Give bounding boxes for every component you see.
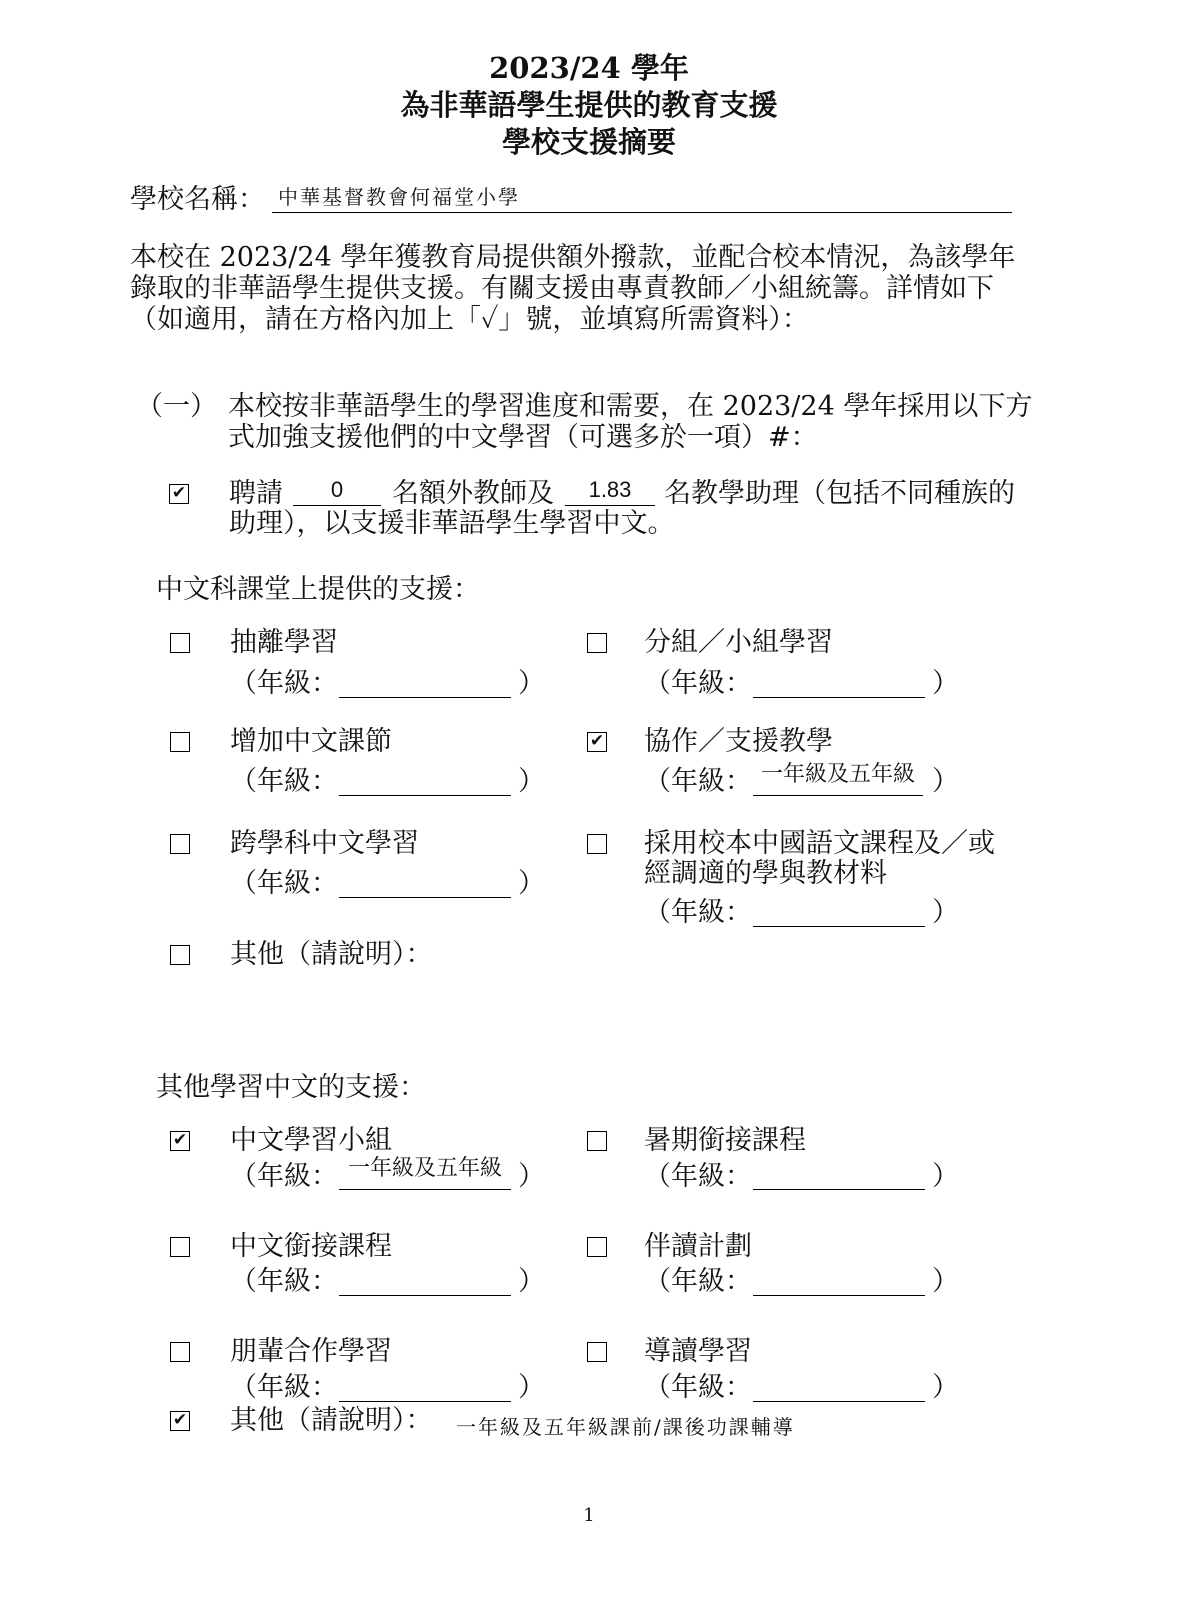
pullout-label: 抽離學習 <box>230 627 338 658</box>
grade-close: ） <box>518 1266 545 1297</box>
grade-label: （年級： <box>230 868 338 899</box>
assistants-count-field[interactable] <box>565 477 655 506</box>
school-based-curriculum-label-2: 經調適的學與教材料 <box>644 858 887 889</box>
pullout-grade-field[interactable] <box>339 668 511 698</box>
group-learning-grade-field[interactable] <box>753 668 925 698</box>
guided-reading-checkbox[interactable] <box>587 1342 607 1362</box>
grade-close: ） <box>518 668 545 699</box>
chinese-bridging-checkbox[interactable] <box>170 1237 190 1257</box>
summer-bridging-grade-field[interactable] <box>753 1160 925 1190</box>
group-learning-label: 分組／小組學習 <box>644 627 833 658</box>
other-support-heading: 其他學習中文的支援： <box>156 1072 426 1103</box>
grade-label: （年級： <box>230 1161 338 1192</box>
staff-post-text: 名教學助理（包括不同種族的 <box>664 478 1015 509</box>
section-number: （一） <box>136 391 217 422</box>
section-1-line-1: 本校按非華語學生的學習進度和需要，在 2023/24 學年採用以下方 <box>228 391 1033 422</box>
teachers-count-field[interactable] <box>293 477 381 506</box>
cross-curricular-checkbox[interactable] <box>170 834 190 854</box>
extra-lessons-label: 增加中文課節 <box>230 726 392 757</box>
grade-close: ） <box>518 1161 545 1192</box>
grade-label: （年級： <box>230 766 338 797</box>
guided-reading-label: 導讀學習 <box>644 1336 752 1367</box>
document-title: 為非華語學生提供的教育支援 <box>400 88 778 122</box>
staff-pre-text: 聘請 <box>229 478 283 509</box>
other-support-other-label: 其他（請說明）： <box>230 1405 433 1436</box>
intro-line-1: 本校在 2023/24 學年獲教育局提供額外撥款，並配合校本情況，為該學年 <box>130 242 1016 273</box>
chinese-study-group-checkbox[interactable]: ✔ <box>170 1131 190 1151</box>
guided-reading-grade-field[interactable] <box>753 1372 925 1402</box>
other-support-other-checkbox[interactable]: ✔ <box>170 1411 190 1431</box>
section-1-line-2: 式加強支援他們的中文學習（可選多於一項）#： <box>228 422 818 453</box>
grade-close: ） <box>932 897 959 928</box>
peer-learning-label: 朋輩合作學習 <box>230 1336 392 1367</box>
grade-label: （年級： <box>644 1372 752 1403</box>
grade-label: （年級： <box>644 766 752 797</box>
peer-learning-grade-field[interactable] <box>339 1372 511 1402</box>
peer-learning-checkbox[interactable] <box>170 1342 190 1362</box>
chinese-bridging-grade-field[interactable] <box>339 1266 511 1296</box>
summer-bridging-label: 暑期銜接課程 <box>644 1125 806 1156</box>
classroom-support-heading: 中文科課堂上提供的支援： <box>156 574 480 605</box>
classroom-other-label: 其他（請說明）： <box>230 939 433 970</box>
reading-companion-label: 伴讀計劃 <box>644 1231 752 1262</box>
classroom-other-checkbox[interactable] <box>170 945 190 965</box>
grade-label: （年級： <box>230 1266 338 1297</box>
grade-close: ） <box>932 1161 959 1192</box>
staff-checkbox[interactable]: ✔ <box>169 484 189 504</box>
teachers-count-value: 0 <box>330 477 344 502</box>
school-name-label: 學校名稱： <box>130 184 265 215</box>
school-based-curriculum-label: 採用校本中國語文課程及／或 <box>644 828 995 859</box>
document-year-title: 2023/24 學年 <box>489 51 689 85</box>
page-number: 1 <box>583 1505 595 1526</box>
assistants-count-value: 1.83 <box>588 477 632 502</box>
grade-label: （年級： <box>230 668 338 699</box>
grade-label: （年級： <box>644 1266 752 1297</box>
school-name-field[interactable] <box>272 180 1012 213</box>
chinese-study-group-label: 中文學習小組 <box>230 1125 392 1156</box>
co-teaching-checkbox[interactable]: ✔ <box>587 732 607 752</box>
grade-label: （年級： <box>644 668 752 699</box>
extra-lessons-grade-field[interactable] <box>339 766 511 796</box>
co-teaching-grade-value: 一年級及五年級 <box>760 762 915 787</box>
grade-label: （年級： <box>644 1161 752 1192</box>
document-subtitle: 學校支援摘要 <box>501 125 676 159</box>
chinese-bridging-label: 中文銜接課程 <box>230 1231 392 1262</box>
staff-line-2: 助理），以支援非華語學生學習中文。 <box>229 508 675 539</box>
group-learning-checkbox[interactable] <box>587 633 607 653</box>
grade-label: （年級： <box>644 897 752 928</box>
grade-label: （年級： <box>230 1372 338 1403</box>
other-support-other-value: 一年級及五年級課前/課後功課輔導 <box>456 1415 795 1439</box>
grade-close: ） <box>932 1266 959 1297</box>
grade-close: ） <box>932 766 959 797</box>
school-name-value: 中華基督教會何福堂小學 <box>278 185 520 209</box>
school-based-curriculum-grade-field[interactable] <box>753 897 925 927</box>
intro-line-3: （如適用，請在方格內加上「✓」號，並填寫所需資料）： <box>130 304 809 335</box>
chinese-study-group-grade-field[interactable] <box>339 1156 511 1190</box>
cross-curricular-label: 跨學科中文學習 <box>230 828 419 859</box>
grade-close: ） <box>518 868 545 899</box>
extra-lessons-checkbox[interactable] <box>170 732 190 752</box>
grade-close: ） <box>518 766 545 797</box>
grade-close: ） <box>932 668 959 699</box>
cross-curricular-grade-field[interactable] <box>339 868 511 898</box>
chinese-study-group-grade-value: 一年級及五年級 <box>347 1156 502 1181</box>
intro-line-2: 錄取的非華語學生提供支援。有關支援由專責教師／小組統籌。詳情如下 <box>130 273 994 304</box>
school-based-curriculum-checkbox[interactable] <box>587 834 607 854</box>
summer-bridging-checkbox[interactable] <box>587 1131 607 1151</box>
reading-companion-grade-field[interactable] <box>753 1266 925 1296</box>
grade-close: ） <box>932 1372 959 1403</box>
pullout-checkbox[interactable] <box>170 633 190 653</box>
co-teaching-grade-field[interactable] <box>753 762 923 796</box>
reading-companion-checkbox[interactable] <box>587 1237 607 1257</box>
co-teaching-label: 協作／支援教學 <box>644 726 833 757</box>
grade-close: ） <box>518 1372 545 1403</box>
staff-mid-text: 名額外教師及 <box>392 478 554 509</box>
